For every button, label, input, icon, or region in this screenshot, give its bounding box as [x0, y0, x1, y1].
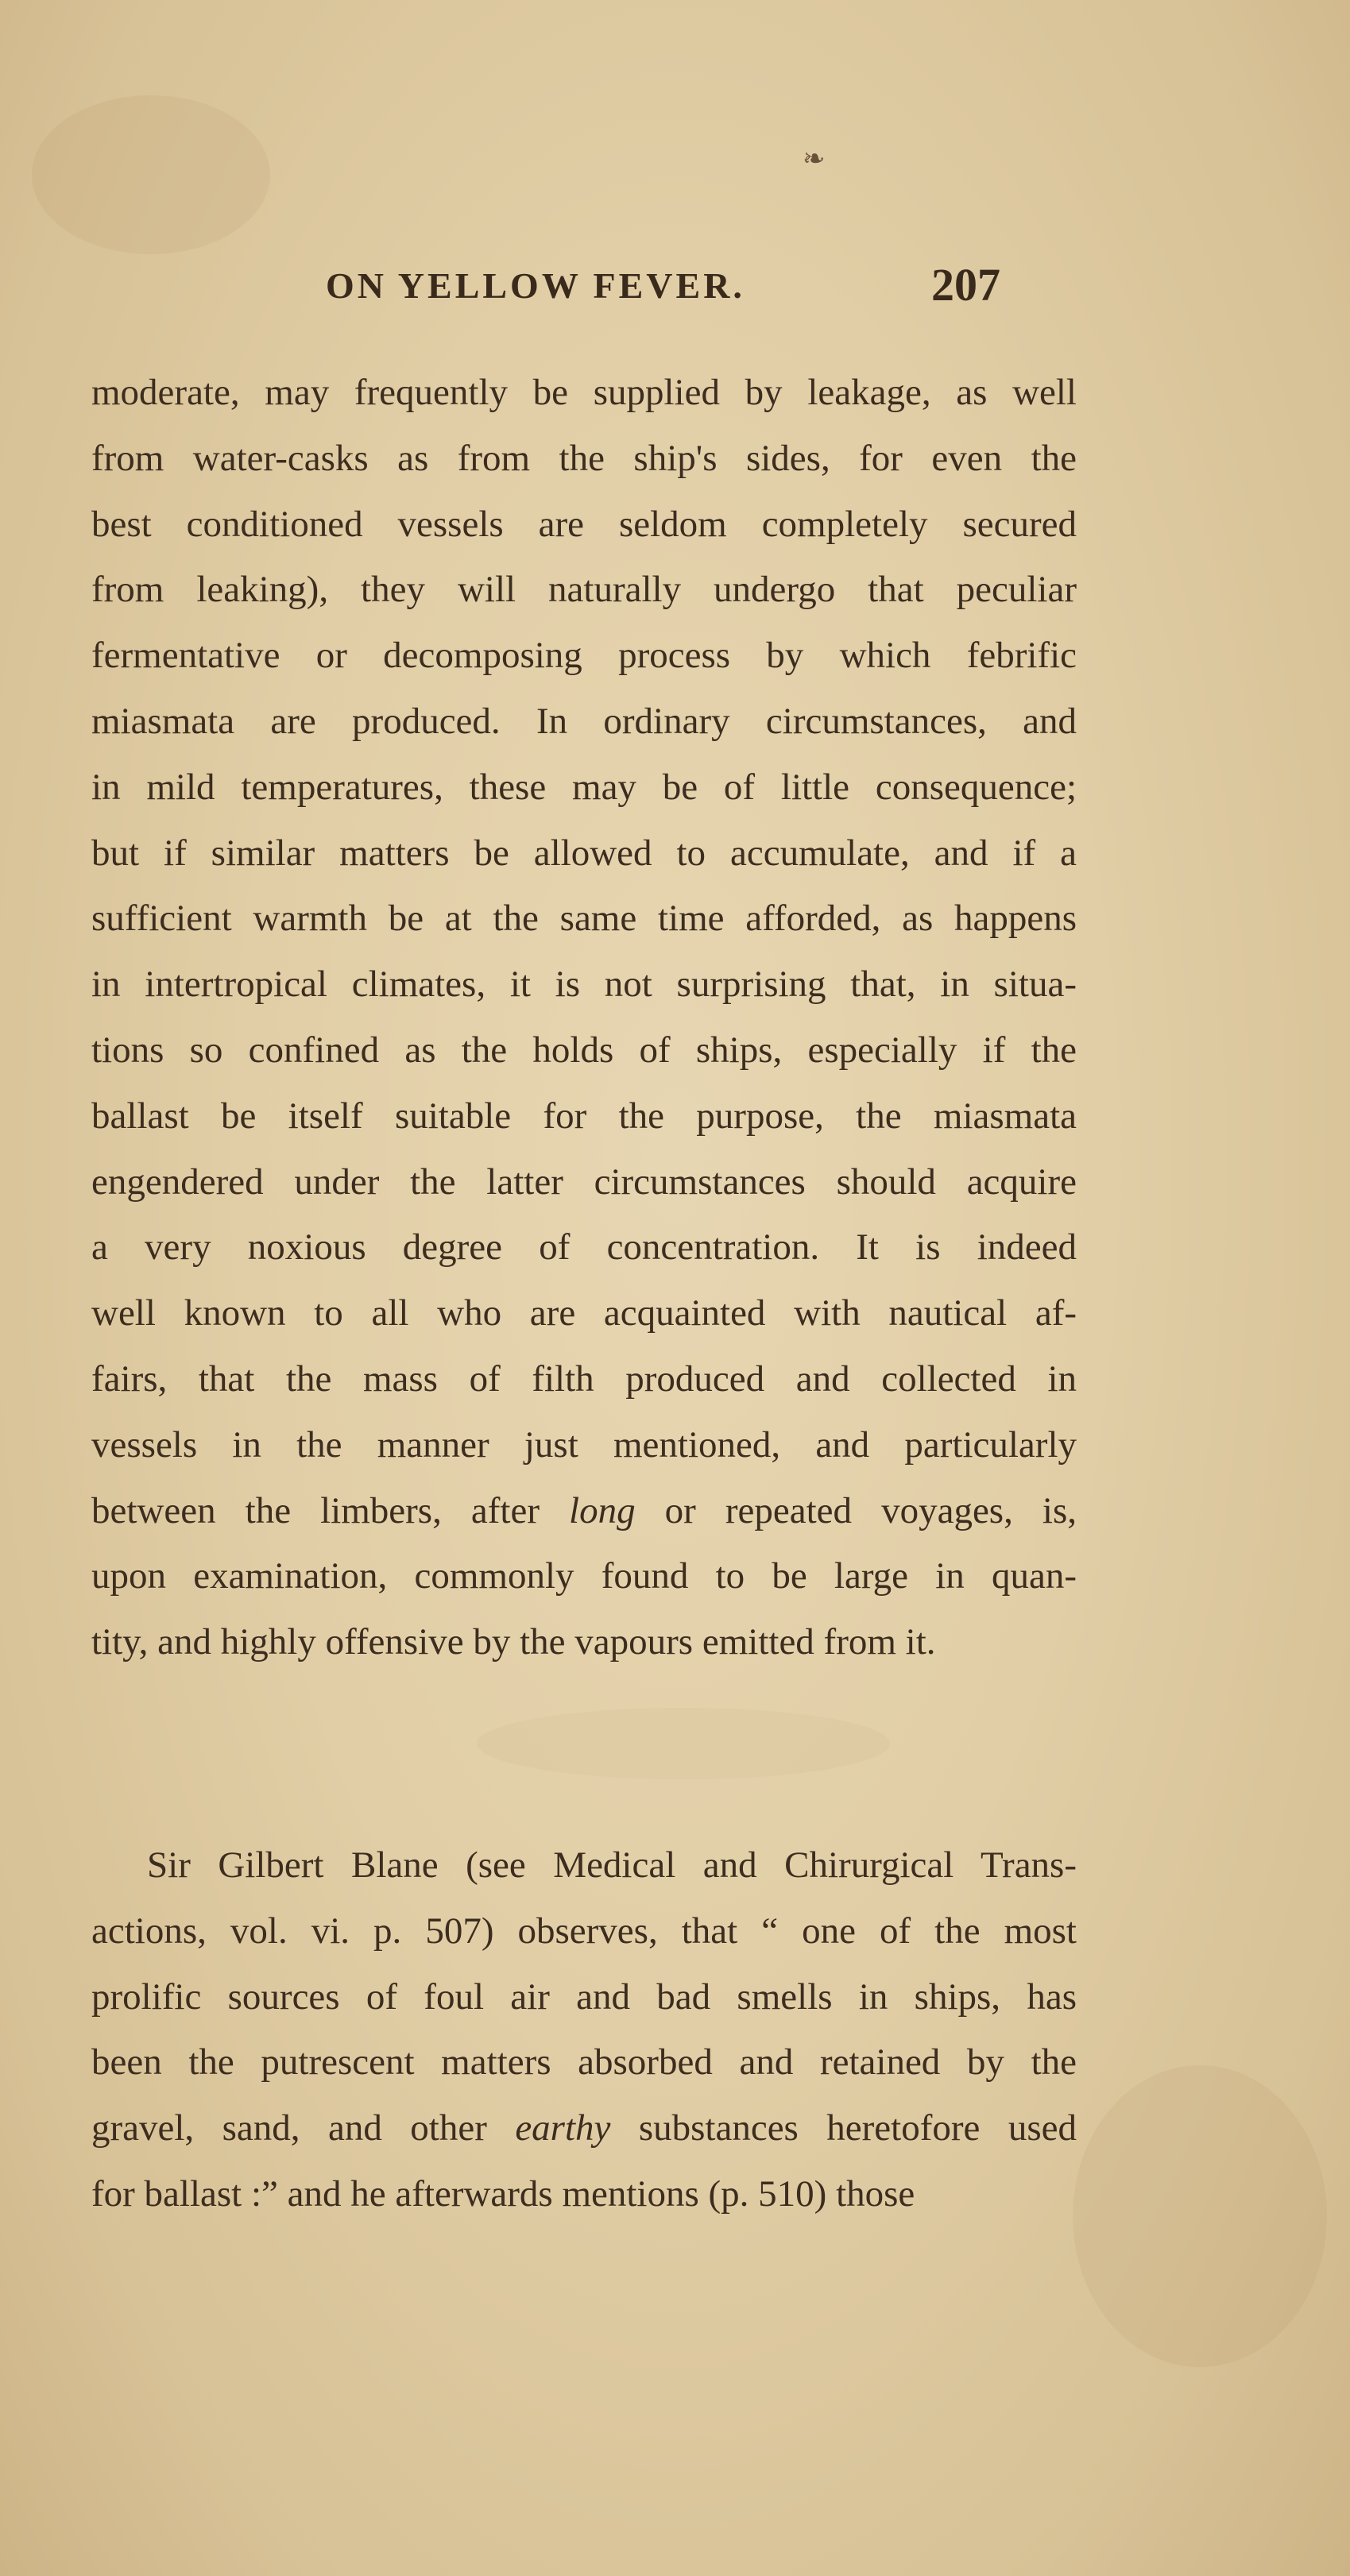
text-line: fermentative or decomposing process by which febrific	[91, 635, 1077, 677]
text-line: from water-casks as from the ship's sides, for even the	[91, 437, 1077, 479]
paragraph-2	[91, 1833, 1077, 2227]
text-line: between the limbers, after long or repeated voyages, is,	[91, 1489, 1077, 1531]
text-line: for ballast :” and he afterwards mentions (p. 510) those	[91, 2172, 915, 2215]
running-head: ON YELLOW FEVER.	[326, 265, 745, 306]
text-line: actions, vol. vi. p. 507) observes, that “ one of the most	[91, 1910, 1077, 1952]
text-line: ballast be itself suitable for the purpose, the miasmata	[91, 1095, 1077, 1137]
text-line: been the putrescent matters absorbed and retained by the	[91, 2041, 1077, 2084]
paper-stain	[477, 1708, 890, 1779]
text-line: best conditioned vessels are seldom completely secured	[91, 503, 1077, 545]
text-line: prolific sources of foul air and bad smells in ships, has	[91, 1975, 1077, 2018]
text-line: tions so confined as the holds of ships, especially if the	[91, 1029, 1077, 1071]
paper-stain	[1073, 2065, 1327, 2367]
text-line: gravel, sand, and other earthy substances heretofore used	[91, 2107, 1077, 2149]
text-line: tity, and highly offensive by the vapours emitted from it.	[91, 1621, 936, 1663]
text-line: a very noxious degree of concentration. It is indeed	[91, 1226, 1077, 1269]
text-line: miasmata are produced. In ordinary circumstances, and	[91, 700, 1077, 742]
page-number: 207	[931, 259, 1000, 311]
text-line: Sir Gilbert Blane (see Medical and Chirurgical Trans-	[147, 1844, 1077, 1886]
text-line: engendered under the latter circumstances should acquire	[91, 1161, 1077, 1203]
text-line: in mild temperatures, these may be of little consequence;	[91, 766, 1077, 808]
text-line: fairs, that the mass of filth produced and collected in	[91, 1358, 1077, 1400]
text-line: moderate, may frequently be supplied by leakage, as well	[91, 372, 1077, 413]
text-line: from leaking), they will naturally undergo that peculiar	[91, 569, 1077, 611]
paragraph-1	[91, 360, 1077, 1675]
text-line: vessels in the manner just mentioned, and particularly	[91, 1423, 1077, 1466]
text-line: well known to all who are acquainted with nautical af-	[91, 1292, 1077, 1334]
printer-mark: ❧	[803, 143, 826, 175]
text-line: upon examination, commonly found to be large in quan-	[91, 1555, 1077, 1597]
text-line: but if similar matters be allowed to accumulate, and if a	[91, 832, 1077, 874]
text-line: in intertropical climates, it is not surprising that, in situa-	[91, 964, 1077, 1006]
text-line: sufficient warmth be at the same time afforded, as happens	[91, 898, 1077, 940]
page-header	[0, 258, 1350, 314]
paper-stain	[32, 95, 270, 254]
